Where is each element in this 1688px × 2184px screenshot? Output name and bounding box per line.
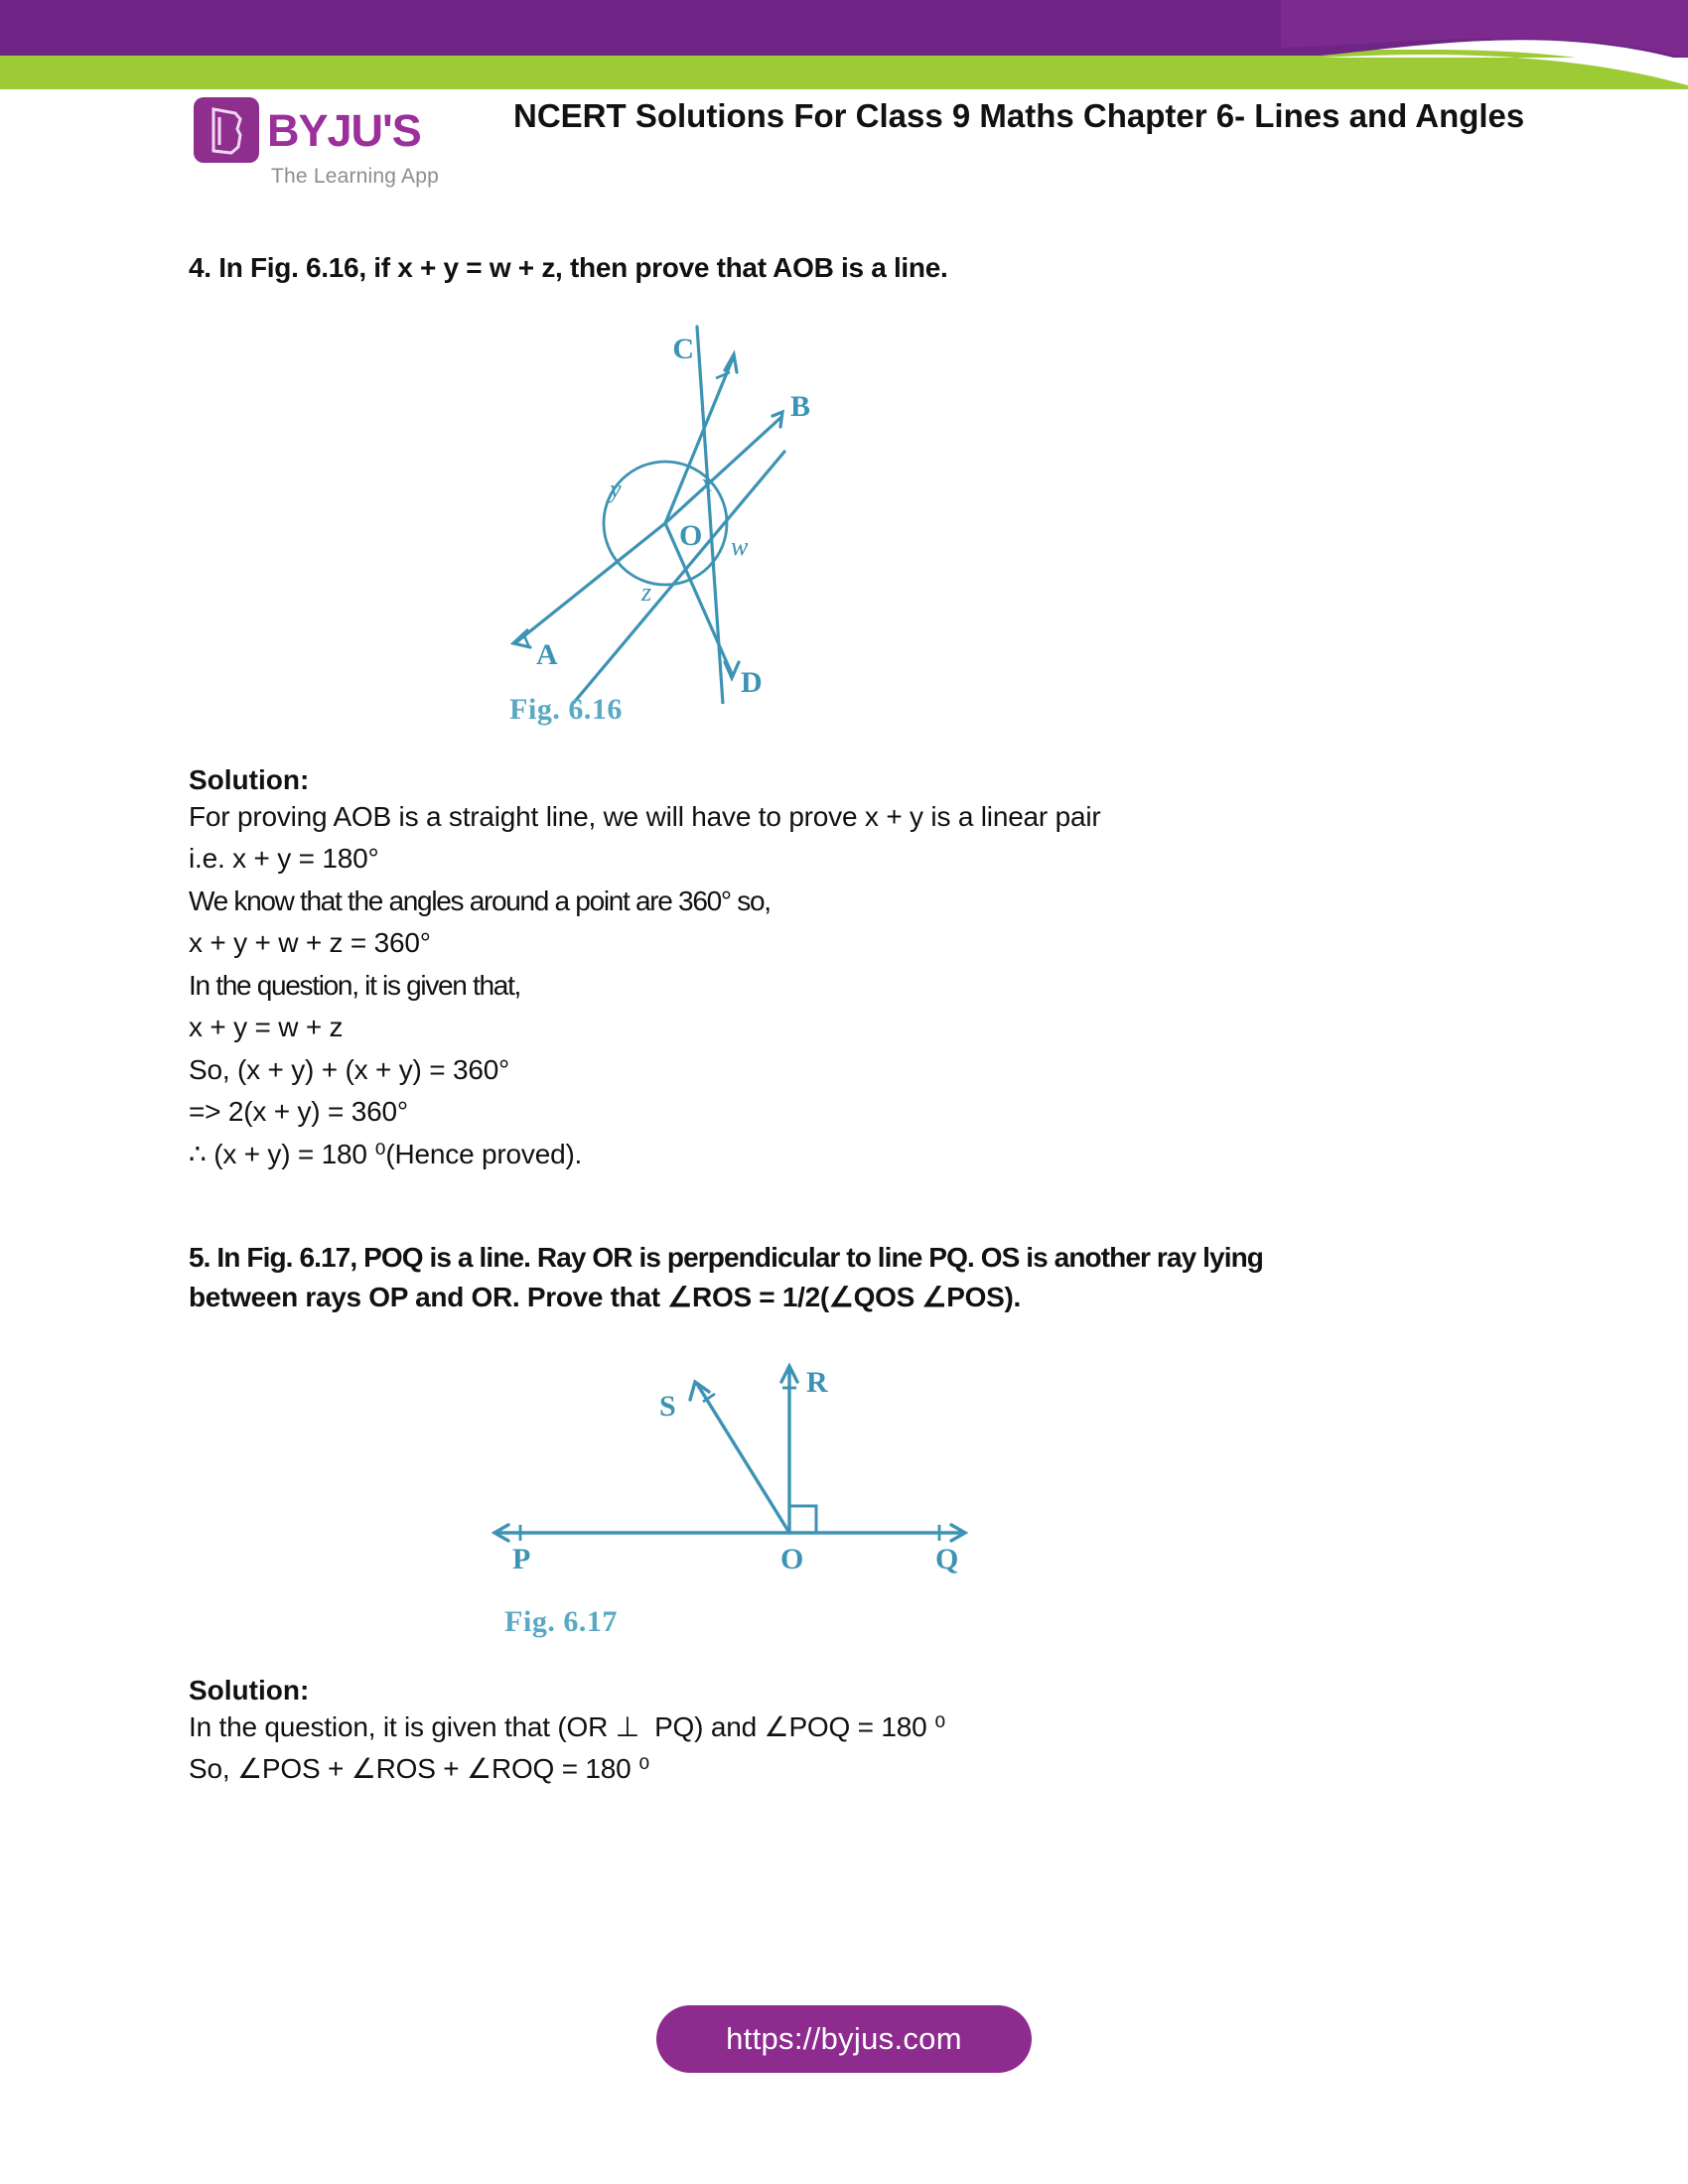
q4-solution-line-3: We know that the angles around a point are 360° so, xyxy=(189,885,771,916)
figure-6-17-label-O: O xyxy=(780,1542,804,1575)
page-title: NCERT Solutions For Class 9 Maths Chapter 6- Lines and Angles xyxy=(513,97,1525,134)
q5-solution-line-2: So, ∠POS + ∠ROS + ∠ROQ = 180 ⁰ xyxy=(189,1753,650,1785)
question-5-solution-heading: Solution: xyxy=(189,1674,310,1706)
question-4-prompt: 4. In Fig. 6.16, if x + y = w + z, then prove that AOB is a line. xyxy=(189,252,948,283)
q4-solution-line-2: i.e. x + y = 180° xyxy=(189,843,379,875)
figure-6-16-angle-y: y xyxy=(610,474,622,503)
figure-6-16-label-B: B xyxy=(790,389,811,423)
figure-6-16 xyxy=(189,307,1579,709)
byjus-wordmark: BYJU'S xyxy=(267,104,421,156)
figure-6-16-caption: Fig. 6.16 xyxy=(509,692,623,726)
figure-6-16-angle-w: w xyxy=(731,531,749,561)
document-content xyxy=(189,248,1579,1791)
figure-6-17-caption: Fig. 6.17 xyxy=(504,1604,618,1638)
figure-6-16-label-O: O xyxy=(679,518,703,552)
q4-solution-line-6: x + y = w + z xyxy=(189,1012,344,1043)
q4-solution-line-8: => 2(x + y) = 360° xyxy=(189,1096,408,1128)
q4-solution-line-5: In the question, it is given that, xyxy=(189,969,521,1001)
figure-6-16-label-C: C xyxy=(672,332,694,365)
q4-solution-line-7: So, (x + y) + (x + y) = 360° xyxy=(189,1053,510,1085)
figure-6-17-label-P: P xyxy=(512,1542,531,1575)
figure-6-17-label-Q: Q xyxy=(935,1542,959,1575)
question-5-prompt-line-2: between rays OP and OR. Prove that ∠ROS = 1/2(∠QOS ∠POS). xyxy=(189,1282,1022,1313)
figure-6-16-label-A: A xyxy=(536,637,558,671)
figure-6-17-label-S: S xyxy=(659,1389,676,1423)
q5-solution-line-1: In the question, it is given that (OR ⊥ PQ) and ∠POQ = 180 ⁰ xyxy=(189,1710,946,1742)
figure-6-17 xyxy=(189,1344,1579,1597)
page-footer xyxy=(0,2005,1688,2073)
byjus-url-button[interactable]: https://byjus.com xyxy=(656,2005,1032,2073)
figure-6-16-angle-x: x xyxy=(701,468,713,497)
figure-6-16-label-D: D xyxy=(741,665,763,699)
byjus-logo xyxy=(194,91,492,189)
q4-solution-line-1: For proving AOB is a straight line, we will have to prove x + y is a linear pair xyxy=(189,800,1101,832)
figure-6-17-label-R: R xyxy=(806,1365,828,1399)
q4-solution-line-9: ∴ (x + y) = 180 ⁰(Hence proved). xyxy=(189,1138,583,1169)
q4-solution-line-4: x + y + w + z = 360° xyxy=(189,927,431,959)
byjus-b-icon xyxy=(194,97,259,163)
page-header xyxy=(0,91,1688,189)
figure-6-16-angle-z: z xyxy=(641,577,652,607)
byjus-tagline: The Learning App xyxy=(271,165,439,188)
question-4-solution-heading: Solution: xyxy=(189,763,310,795)
page-top-decoration xyxy=(0,0,1688,89)
question-5-prompt-line-1: 5. In Fig. 6.17, POQ is a line. Ray OR is perpendicular to line PQ. OS is another ray lying xyxy=(189,1241,1263,1273)
